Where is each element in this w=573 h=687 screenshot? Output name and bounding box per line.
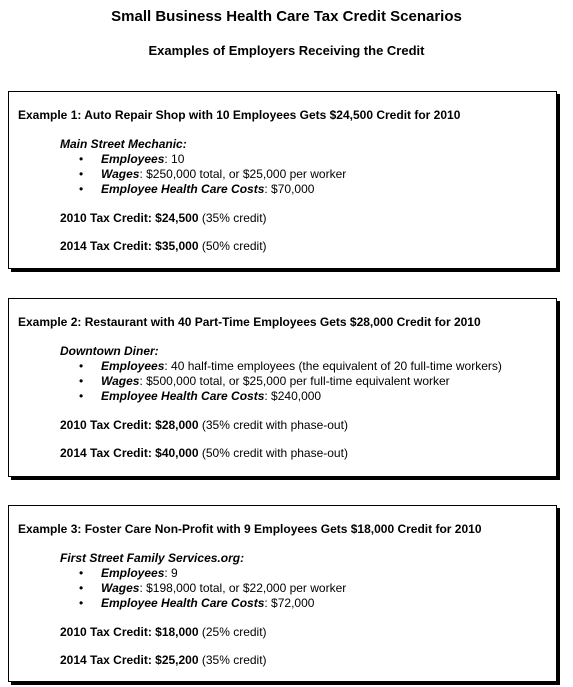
detail-list (9, 566, 346, 611)
item-value: : 40 half-time employees (the equivalent of 20 full-time workers) (164, 359, 502, 373)
item-value: : $72,000 (264, 596, 315, 610)
business-name: Main Street Mechanic: (60, 137, 187, 151)
bullet-icon: • (79, 374, 84, 388)
credit-label: 2014 Tax Credit: $40,000 (60, 446, 199, 460)
item-label: Employees (101, 152, 165, 166)
bullet-icon: • (79, 389, 84, 403)
list-item (9, 359, 502, 374)
item-label: Wages (101, 581, 140, 595)
tax-credit-2010 (60, 418, 348, 432)
list-item (9, 596, 346, 611)
example-box-2 (8, 298, 557, 477)
item-label: Employee Health Care Costs (101, 182, 265, 196)
credit-note: (35% credit) (198, 211, 267, 225)
example-box-1 (8, 91, 557, 269)
tax-credit-2010 (60, 625, 267, 639)
bullet-icon: • (79, 359, 84, 373)
list-item (9, 389, 502, 404)
document-subtitle: Examples of Employers Receiving the Credit (148, 43, 425, 58)
item-value: : $500,000 total, or $25,000 per full-time equivalent worker (139, 374, 450, 388)
example-box-3 (8, 505, 557, 682)
item-value: : $240,000 (264, 389, 322, 403)
item-label: Employees (101, 359, 165, 373)
bullet-icon: • (79, 182, 84, 196)
tax-credit-2010 (60, 211, 267, 225)
bullet-icon: • (79, 167, 84, 181)
item-value: : 9 (164, 566, 178, 580)
bullet-icon: • (79, 566, 84, 580)
item-label: Wages (101, 374, 140, 388)
credit-note: (35% credit with phase-out) (198, 418, 348, 432)
credit-note: (25% credit) (198, 625, 267, 639)
detail-list (9, 359, 502, 404)
item-value: : $70,000 (264, 182, 315, 196)
list-item (9, 374, 502, 389)
credit-note: (50% credit with phase-out) (198, 446, 348, 460)
item-value: : 10 (164, 152, 185, 166)
credit-note: (35% credit) (198, 653, 267, 667)
item-value: : $198,000 total, or $22,000 per worker (139, 581, 347, 595)
list-item (9, 566, 346, 581)
tax-credit-2014 (60, 446, 348, 460)
list-item (9, 182, 346, 197)
credit-label: 2014 Tax Credit: $35,000 (60, 239, 199, 253)
list-item (9, 152, 346, 167)
credit-label: 2010 Tax Credit: $24,500 (60, 211, 199, 225)
list-item (9, 581, 346, 596)
example-heading: Example 2: Restaurant with 40 Part-Time Employees Gets $28,000 Credit for 2010 (18, 315, 481, 329)
credit-label: 2010 Tax Credit: $28,000 (60, 418, 199, 432)
business-name: Downtown Diner: (60, 344, 159, 358)
credit-note: (50% credit) (198, 239, 267, 253)
item-label: Employee Health Care Costs (101, 389, 265, 403)
bullet-icon: • (79, 152, 84, 166)
item-value: : $250,000 total, or $25,000 per worker (139, 167, 347, 181)
tax-credit-2014 (60, 239, 267, 253)
bullet-icon: • (79, 596, 84, 610)
list-item (9, 167, 346, 182)
tax-credit-2014 (60, 653, 267, 667)
credit-label: 2010 Tax Credit: $18,000 (60, 625, 199, 639)
item-label: Wages (101, 167, 140, 181)
document-title: Small Business Health Care Tax Credit Scenarios (111, 8, 462, 25)
bullet-icon: • (79, 581, 84, 595)
detail-list (9, 152, 346, 197)
item-label: Employee Health Care Costs (101, 596, 265, 610)
business-name: First Street Family Services.org: (60, 551, 245, 565)
example-heading: Example 1: Auto Repair Shop with 10 Employees Gets $24,500 Credit for 2010 (18, 108, 461, 122)
example-heading: Example 3: Foster Care Non-Profit with 9 Employees Gets $18,000 Credit for 2010 (18, 522, 482, 536)
credit-label: 2014 Tax Credit: $25,200 (60, 653, 199, 667)
item-label: Employees (101, 566, 165, 580)
